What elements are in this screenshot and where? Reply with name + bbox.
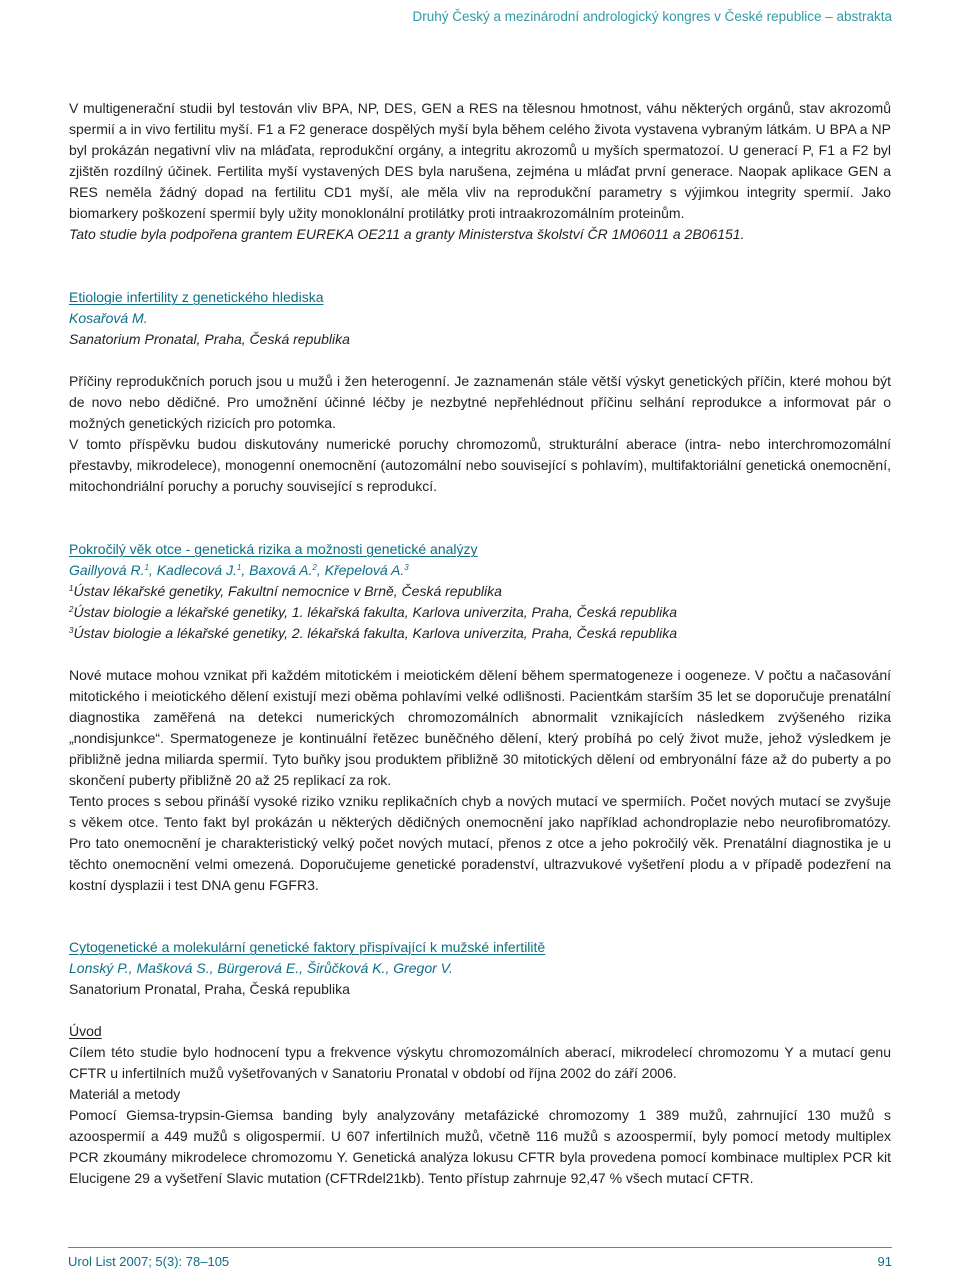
abstract-affiliation: Sanatorium Pronatal, Praha, Česká republika [69,981,350,997]
abstract-authors: Kosařová M. [69,310,148,326]
section-heading-intro: Úvod [69,1023,102,1039]
abstract-affiliation: $^3$Ústav biologie a lékařské genetiky, 2. lékařská fakulta, Karlova univerzita, Praha, Česká republika [69,625,678,641]
running-header: Druhý Český a mezinárodní andrologický kongres v České republice – abstrakta [412,9,892,24]
abstract-paragraph: Nové mutace mohou vznikat při každém mitotickém i meiotickém dělení během spermatogeneze i oogeneze. V počtu a načasování mitotického i meiotického dělení existují mezi oběma pohlavími velké odlišnosti. Pacientkám starším 35 let se doporučuje prenatální diagnostika zaměřená na detekci numerických chromozomálních abnormalit vznikajících následkem zvýšeného rizika „nondisjunkce“. Spermatogeneze je kontinuální řetězec buněčného dělení, který probíhá po celý život muže, jehož výsledkem je přibližně jedna miliarda spermií. Tyto buňky jsou produktem přibližně 30 mitotických dělení od embryonální fáze až do puberty a po skončení puberty přibližně 20 až 25 replikací za rok. [69,667,891,788]
author: Křepelová A. [324,562,405,578]
abstract-title: Etiologie infertility z genetického hlediska [69,289,324,305]
abstract-paragraph: Příčiny reprodukčních poruch jsou u mužů i žen heterogenní. Je zaznamenán stále větší výskyt genetických příčin, které mohou být de novo nebo dědičné. Pro umožnění účinné léčby je nezbytné nepřehlédnout příčinu selhání reprodukce a informovat pár o možných genetických rizicích pro potomka. [69,373,891,431]
funding-note: Tato studie byla podpořena grantem EUREKA OE211 a granty Ministerstva školství ČR 1M06011 a 2B06151. [69,226,745,242]
abstract-cytogeneticke [69,937,891,1189]
page-number: 91 [877,1254,892,1269]
author-sup: 2 [312,563,317,572]
journal-citation: Urol List 2007; 5(3): 78–105 [68,1254,230,1269]
abstract-affiliation: Sanatorium Pronatal, Praha, Česká republika [69,331,350,347]
author-sup: 3 [404,563,409,572]
author: Kadlecová J. [156,562,237,578]
intro-paragraph: V multigenerační studii byl testován vliv BPA, NP, DES, GEN a RES na tělesnou hmotnost, váhu některých orgánů, stav akrozomů spermií a in vivo fertilitu myší. F1 a F2 generace dospělých myší byla během celého života vystavena vybraným látkám. U BPA a NP byl prokázán negativní vliv na mláďata, reprodukční orgány, a integritu akrozomů u myších spermatozoí. U generací P, F1 a F2 byl zjištěn rozdílný účinek. Fertilita myší vystavených DES byla narušena, zejména u mláďat první generace. Naopak aplikace GEN a RES neměla žádný dopad na fertilitu CD1 myší, ale měla vliv na reprodukční parametry s výjimkou integrity spermií. Jako biomarkery poškození spermií byly užity monoklonální protilátky proti intraakrozomálním proteinům. [69,100,891,221]
section-heading-methods: Materiál a metody [69,1086,181,1102]
author: Gaillyová R. [69,562,145,578]
abstract-authors: Lonský P., Mašková S., Bürgerová E., Širůčková K., Gregor V. [69,960,453,976]
author: Baxová A. [249,562,313,578]
abstract-title: Pokročilý věk otce - genetická rizika a možnosti genetické analýzy [69,541,478,557]
abstract-etiologie [69,287,891,497]
abstract-affiliation: $^2$Ústav biologie a lékařské genetiky, 1. lékařská fakulta, Karlova univerzita, Praha, Česká republika [69,604,678,620]
intro-block [69,98,891,245]
abstract-affiliation: $^1$Ústav lékařské genetiky, Fakultní nemocnice v Brně, Česká republika [69,583,502,599]
abstract-authors: Gaillyová R.$^1$, Kadlecová J.$^1$, Baxová A.$^2$, Křepelová A.$^3$ [69,562,409,578]
abstract-paragraph: Tento proces s sebou přináší vysoké riziko vzniku replikačních chyb a nových mutací ve spermiích. Počet nových mutací se zvyšuje s věkem otce. Tento fakt byl prokázán u některých dědičných onemocnění jako například achondroplazie nebo neurofibromatózy. Pro tato onemocnění je charakteristický velký počet nových mutací, přenos z otce a jeho pokročilý věk. Prenatální diagnostika je u těchto onemocnění velmi omezená. Doporučujeme genetické poradenství, ultrazvukové vyšetření plodu a v případě podezření na kostní dysplazii i test DNA genu FGFR3. [69,793,891,893]
author-sup: 1 [236,563,242,572]
author-sup: 1 [144,563,149,572]
abstract-pokrocily-vek [69,539,891,896]
abstract-paragraph: V tomto příspěvku budou diskutovány numerické poruchy chromozomů, strukturální aberace (intra- nebo interchromozomální přestavby, mikrodelece), monogenní onemocnění (autozomální nebo související s pohlavím), multifaktoriální genetická onemocnění, mitochondriální poruchy a poruchy související s reprodukcí. [69,436,891,494]
abstract-paragraph: Cílem této studie bylo hodnocení typu a frekvence výskytu chromozomálních aberací, mikrodelecí chromozomu Y a mutací genu CFTR u infertilních mužů vyšetřovaných v Sanatoriu Pronatal v období od října 2002 do září 2006. [69,1044,891,1081]
footer-divider [68,1247,892,1248]
abstract-title: Cytogenetické a molekulární genetické faktory přispívající k mužské infertilitě [69,939,546,955]
abstract-paragraph: Pomocí Giemsa-trypsin-Giemsa banding byly analyzovány metafázické chromozomy 1 389 mužů, zahrnující 130 mužů s azoospermií a 449 mužů s oligospermií. U 607 infertilních mužů, včetně 116 mužů s azoospermií, byly pomocí metody multiplex PCR zkoumány mikrodelece chromozomu Y. Genetická analýza lokusu CFTR byla provedena pomocí kombinace multiplex PCR kit Elucigene 29 a vyšetření Slavic mutation (CFTRdel21kb). Tento přístup zahrnuje 92,47 % všech mutací CFTR. [69,1107,891,1186]
